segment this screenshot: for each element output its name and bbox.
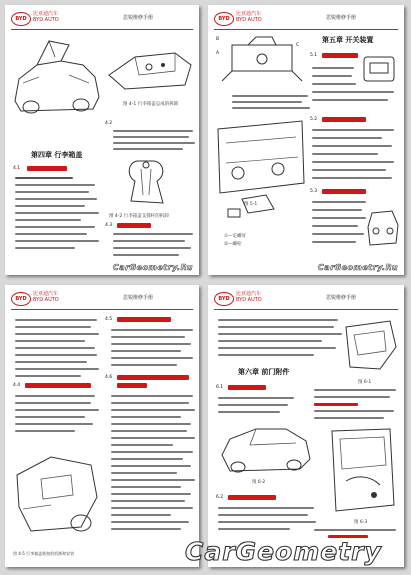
- figure-caption: 图 6-3: [354, 520, 368, 525]
- section-number: 6.1: [216, 385, 224, 390]
- byd-logo: BYD: [214, 12, 234, 26]
- figure-caption: 图 6-2: [252, 480, 266, 485]
- switch-illustration: [358, 51, 400, 89]
- section-heading-highlight: [228, 495, 276, 500]
- section-heading-highlight: [27, 166, 67, 171]
- trunk-latch-illustration: [11, 435, 103, 547]
- front-car-illustration: [216, 415, 316, 479]
- callout-a: A: [216, 51, 220, 56]
- section-heading-highlight: [117, 317, 171, 322]
- callout-c: C: [296, 43, 300, 48]
- section-heading-highlight: [117, 223, 151, 228]
- chapter-title: 第四章 行李箱盖: [31, 151, 83, 159]
- section-number: 4.4: [13, 383, 21, 388]
- manual-title: 思锐维修手册: [123, 295, 154, 301]
- legend-item: ①—定螺母: [224, 234, 247, 239]
- figure-caption: 图 4-1 行李箱盖总成的拆卸: [123, 102, 179, 107]
- highlight-text: [314, 403, 358, 406]
- page-header: [11, 9, 193, 30]
- door-panel-illustration: [326, 425, 398, 517]
- brand-name: 比亚迪汽车 BYD AUTO: [236, 291, 262, 303]
- figure-caption: 图 4-5 行李箱盖锁扣的拆卸和安装: [13, 551, 75, 556]
- watermark: CarGeometry.Ru: [112, 263, 193, 272]
- section-number: 4.1: [13, 166, 21, 171]
- section-heading-highlight: [117, 383, 147, 388]
- section-number: 4.2: [105, 121, 113, 126]
- rear-view-car-illustration: [364, 197, 400, 253]
- door-mirror-illustration: [340, 317, 400, 377]
- manual-title: 思锐维修手册: [123, 15, 154, 21]
- brand-name: 比亚迪汽车 BYD AUTO: [33, 291, 59, 303]
- chapter-title: 第五章 开关装置: [322, 36, 374, 44]
- manual-title: 思锐维修手册: [326, 15, 357, 21]
- support-strut-illustration: [117, 155, 177, 211]
- section-number: 4.5: [105, 317, 113, 322]
- page-header: [214, 9, 398, 30]
- section-number: 4.3: [105, 223, 113, 228]
- watermark: CarGeometry.Ru: [317, 263, 398, 272]
- manual-page-3: [5, 285, 199, 567]
- trunk-hinge-detail: [105, 45, 195, 95]
- figure-caption: 图 4-2 行李箱盖支撑杆的拆卸: [109, 214, 169, 219]
- page-header: [214, 289, 398, 310]
- brand-name: 比亚迪汽车 BYD AUTO: [33, 11, 59, 23]
- callout-b: B: [216, 37, 220, 42]
- manual-page-2: [208, 5, 404, 275]
- section-number: 4.6: [105, 375, 113, 380]
- section-heading-highlight: [25, 383, 91, 388]
- byd-logo: BYD: [11, 12, 31, 26]
- section-number: 5.3: [310, 189, 318, 194]
- byd-logo: BYD: [214, 292, 234, 306]
- section-number: 5.1: [310, 53, 318, 58]
- section-heading-highlight: [322, 53, 358, 58]
- section-heading-highlight: [117, 375, 189, 380]
- section-heading-highlight: [322, 189, 366, 194]
- section-heading-highlight: [228, 385, 266, 390]
- section-heading-highlight: [322, 117, 366, 122]
- section-number: 6.2: [216, 495, 224, 500]
- manual-page-1: [5, 5, 199, 275]
- figure-caption: 图 5-1: [244, 202, 258, 207]
- car-trunk-illustration: [9, 35, 105, 123]
- figure-caption: 图 6-1: [358, 380, 372, 385]
- manual-page-4: [208, 285, 404, 567]
- section-number: 5.2: [310, 117, 318, 122]
- legend-item: ②—螺栓: [224, 242, 242, 247]
- trunk-lock-assembly-illustration: [212, 35, 308, 85]
- byd-logo: BYD: [11, 292, 31, 306]
- page-header: [11, 289, 193, 310]
- trunk-lid-underside-illustration: [212, 113, 308, 225]
- brand-name: 比亚迪汽车 BYD AUTO: [236, 11, 262, 23]
- manual-title: 思锐维修手册: [326, 295, 357, 301]
- watermark-large: CarGeometry: [185, 537, 382, 566]
- chapter-title: 第六章 前门附件: [238, 368, 290, 376]
